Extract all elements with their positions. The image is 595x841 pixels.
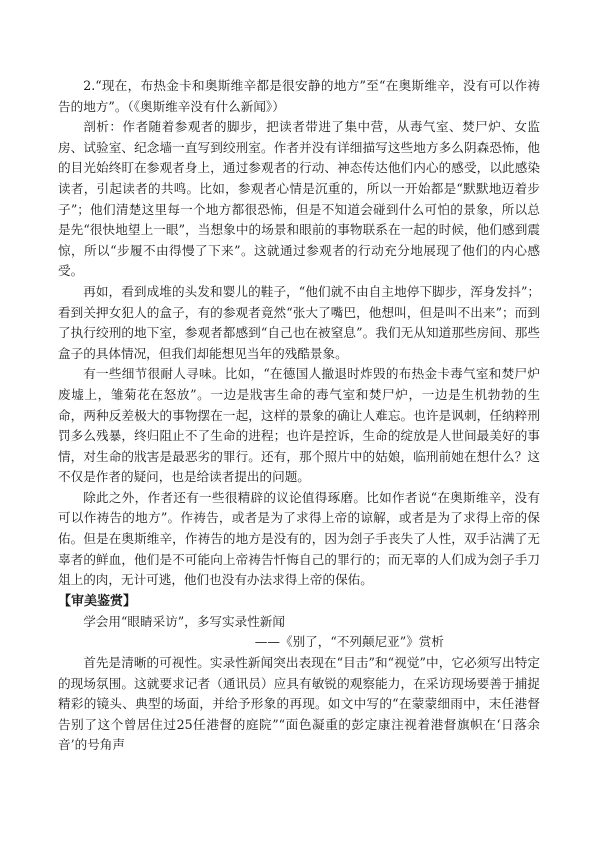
paragraph-5: 除此之外，作者还有一些很精辟的议论值得琢磨。比如作者说“在奥斯维辛，没有可以作祷告的地方”。作祷告，或者是为了求得上帝的谅解，或者是为了求得上帝的保佑。但是在奥斯维辛，作祷告的地方是没有的，因为刽子手丧失了人性，双手沾满了无辜者的鲜血，他们是不可能向上帝祷告忏悔自己的罪行的；而无辜的人们成为刽子手刀俎上的肉，无计可逃，他们也没有办法求得上帝的保佑。 bbox=[58, 489, 540, 588]
paragraph-1: 2.“现在，布热金卡和奥斯维辛都是很安静的地方”至“在奥斯维辛，没有可以作祷告的地方”。（《奥斯维辛没有什么新闻》） bbox=[58, 78, 540, 114]
final-paragraph: 首先是清晰的可视性。实录性新闻突出表现在“目击”和“视觉”中，它必须写出特定的现场氛围。这就要求记者（通讯员）应具有敏锐的观察能力，在采访现场要善于捕捉精彩的镜头、典型的场面，并给予形象的再现。如文中写的“在蒙蒙细雨中，末任港督告别了这个曾居住过25任港督的庭院”“面色凝重的彭定康注视着港督旗帜在‘日落余音’的号角声 bbox=[58, 655, 540, 753]
paragraph-2: 剖析：作者随着参观者的脚步，把读者带进了集中营，从毒气室、焚尸炉、女监房、试验室、纪念墙一直写到绞刑室。作者并没有详细描写这些地方多么阴森恐怖，他的目光始终盯在参观者身上，通过参观者的行动、神态传达他们内心的感受，以此感染读者，引起读者的共鸣。比如，参观者心情是沉重的，所以一开始都是“默默地迈着步子”；他们清楚这里每一个地方都很恐怖，但是不知道会碰到什么可怕的景象，所以总是先“很快地望上一眼”，当想象中的场景和眼前的事物联系在一起的时候，他们感到震惊，所以“步履不由得慢了下来”。这就通过参观者的行动充分地展现了他们的内心感受。 bbox=[58, 119, 540, 279]
subtitle-sub: ——《别了，“不列颠尼亚”》赏析 bbox=[254, 634, 444, 650]
document-page bbox=[58, 76, 540, 756]
paragraph-3: 再如，看到成堆的头发和婴儿的鞋子，“他们就不由自主地停下脚步，浑身发抖”；看到关押女犯人的盒子，有的参观者竟然“张大了嘴巴，他想叫，但是叫不出来”；而到了执行绞刑的地下室，参观者都感到“自己也在被窒息”。我们无从知道那些房间、那些盒子的具体情况，但我们却能想见当年的残酷景象。 bbox=[58, 283, 540, 361]
section-heading: 【审美鉴赏】 bbox=[58, 593, 137, 609]
subtitle-main: 学会用“眼睛采访”，多写实录性新闻 bbox=[83, 613, 285, 629]
paragraph-4: 有一些细节很耐人寻味。比如，“在德国人撤退时炸毁的布热金卡毒气室和焚尸炉废墟上，雏菊花在怒放”。一边是戕害生命的毒气室和焚尸炉，一边是生机勃勃的生命，两种反差极大的事物摆在一起，这样的景象的确让人难忘。也许是讽刺，任纳粹刑罚多么残暴，终归阻止不了生命的进程；也许是控诉，生命的绽放是人世间最美好的事情，对生命的戕害是最恶劣的罪行。还有，那个照片中的姑娘，临刑前她在想什么？这不仅是作者的疑问，也是给读者提出的问题。 bbox=[58, 366, 540, 485]
